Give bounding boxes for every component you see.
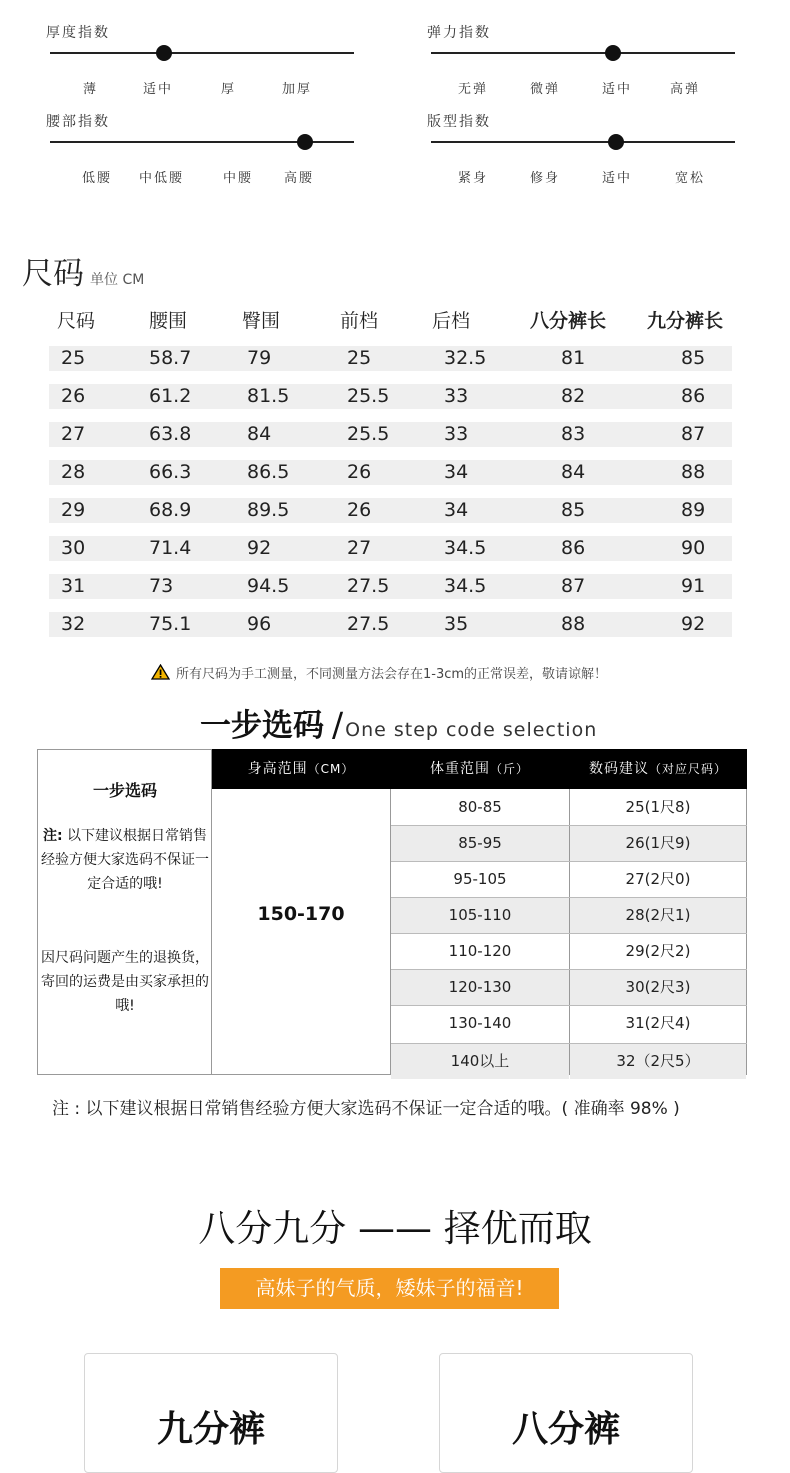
size-table-cell: 86 xyxy=(681,385,706,407)
step-title: 一步选码 xyxy=(200,708,324,744)
step-header-height xyxy=(212,749,390,789)
index-marker xyxy=(608,134,624,150)
card-nine-tenths xyxy=(84,1353,338,1473)
size-suggestion-cell: 30(2尺3) xyxy=(570,969,746,1005)
size-table-cell: 58.7 xyxy=(149,347,192,369)
size-table-cell: 87 xyxy=(681,423,706,445)
step-header-weight-label: 体重范围 xyxy=(429,761,490,777)
size-table-cell: 81 xyxy=(561,347,586,369)
index-label: 无弹 xyxy=(458,82,489,97)
step-section-title xyxy=(200,700,597,745)
index-title: 弹力指数 xyxy=(427,25,491,41)
size-suggestion-cell: 29(2尺2) xyxy=(625,942,691,960)
card-eight-tenths xyxy=(439,1353,693,1473)
index-label: 宽松 xyxy=(675,171,706,186)
size-table-cell: 88 xyxy=(561,613,586,635)
index-label: 中低腰 xyxy=(139,171,185,186)
size-table-cell: 68.9 xyxy=(149,499,192,521)
size-table-header: 臀围 xyxy=(242,310,281,332)
index-label: 厚 xyxy=(221,82,237,97)
size-table-cell: 71.4 xyxy=(149,537,192,559)
index-label: 低腰 xyxy=(82,171,113,186)
row-divider xyxy=(391,825,747,826)
size-table-cell: 85 xyxy=(561,499,586,521)
size-table-cell: 27.5 xyxy=(347,613,390,635)
size-table-header: 后档 xyxy=(432,310,471,332)
size-table-cell: 83 xyxy=(561,423,586,445)
step-note-return: 因尺码问题产生的退换货，寄回的运费是由买家承担的哦! xyxy=(41,950,209,1014)
size-section-title: 尺码 xyxy=(22,256,84,292)
weight-range-cell: 105-110 xyxy=(391,897,569,933)
row-divider xyxy=(391,969,747,970)
size-table-cell: 86 xyxy=(561,537,586,559)
warning-icon xyxy=(151,664,170,684)
size-table-cell: 26 xyxy=(61,385,86,407)
size-table-cell: 61.2 xyxy=(149,385,192,407)
index-label: 加厚 xyxy=(282,82,313,97)
weight-range-cell: 110-120 xyxy=(448,942,512,960)
size-table-cell: 25.5 xyxy=(347,385,390,407)
size-table-cell: 85 xyxy=(681,347,706,369)
size-table-cell: 79 xyxy=(247,347,272,369)
size-suggestion-cell: 31(2尺4) xyxy=(625,1014,691,1032)
index-label: 适中 xyxy=(602,82,633,97)
size-table-cell: 26 xyxy=(347,461,372,483)
size-table-header: 八分裤长 xyxy=(530,310,607,332)
weight-range-cell: 85-95 xyxy=(391,825,569,861)
size-table-cell: 91 xyxy=(681,575,706,597)
size-table-cell: 34.5 xyxy=(444,537,487,559)
size-table-cell: 92 xyxy=(247,537,272,559)
size-section-unit: 单位 CM xyxy=(90,272,145,288)
row-divider xyxy=(391,897,747,898)
step-header-size-label: 数码建议 xyxy=(588,761,649,777)
size-table-cell: 92 xyxy=(681,613,706,635)
size-table-cell: 81.5 xyxy=(247,385,290,407)
weight-range-cell: 80-85 xyxy=(458,798,502,816)
index-label: 适中 xyxy=(602,171,633,186)
size-table-cell: 89 xyxy=(681,499,706,521)
size-table-cell: 31 xyxy=(61,575,86,597)
size-table-cell: 33 xyxy=(444,423,469,445)
size-table-cell: 28 xyxy=(61,461,86,483)
row-divider xyxy=(391,861,747,862)
size-table-cell: 27 xyxy=(61,423,86,445)
index-label: 中腰 xyxy=(223,171,254,186)
size-table-cell: 32 xyxy=(61,613,86,635)
step-header-weight xyxy=(390,749,569,789)
size-table-cell: 73 xyxy=(149,575,174,597)
index-label: 高弹 xyxy=(670,82,701,97)
size-table-cell: 75.1 xyxy=(149,613,192,635)
promo-banner-text: 高妹子的气质，矮妹子的福音! xyxy=(255,1276,524,1300)
size-table-cell: 86.5 xyxy=(247,461,290,483)
size-suggestion-cell: 25(1尺8) xyxy=(625,798,691,816)
measurement-warning xyxy=(151,663,607,684)
row-divider xyxy=(391,1005,747,1006)
size-table-cell: 90 xyxy=(681,537,706,559)
index-label: 高腰 xyxy=(284,171,315,186)
step-header-height-unit: （CM） xyxy=(307,762,355,776)
step-header-size xyxy=(569,749,747,789)
index-fit xyxy=(427,111,757,191)
size-table-cell: 29 xyxy=(61,499,86,521)
index-elasticity xyxy=(427,22,757,102)
size-table-cell: 34 xyxy=(444,461,469,483)
step-note-label: 注: xyxy=(42,828,63,844)
size-table-cell: 27 xyxy=(347,537,372,559)
size-suggestion-cell: 32（2尺5） xyxy=(570,1043,746,1079)
weight-range-cell: 120-130 xyxy=(391,969,569,1005)
step-left-title: 一步选码 xyxy=(92,781,157,800)
size-table-header: 腰围 xyxy=(149,310,188,332)
promo-banner xyxy=(220,1268,559,1309)
step-header-height-label: 身高范围 xyxy=(247,761,308,777)
size-table-cell: 87 xyxy=(561,575,586,597)
size-table-cell: 25.5 xyxy=(347,423,390,445)
step-title-slash: / xyxy=(332,705,344,744)
size-table-cell: 84 xyxy=(247,423,272,445)
weight-range-cell: 140以上 xyxy=(391,1043,569,1079)
warning-text: 所有尺码为手工测量，不同测量方法会存在1-3cm的正常误差，敬请谅解！ xyxy=(176,667,608,682)
size-table-header: 前档 xyxy=(340,310,379,332)
size-table-cell: 33 xyxy=(444,385,469,407)
index-marker xyxy=(156,45,172,61)
length-compare-title: 八分九分 —— 择优而取 xyxy=(198,1207,592,1250)
index-scale-line xyxy=(431,52,735,54)
index-marker xyxy=(605,45,621,61)
height-range: 150-170 xyxy=(257,903,345,925)
size-table-cell: 84 xyxy=(561,461,586,483)
size-table-cell: 94.5 xyxy=(247,575,290,597)
card-title: 九分裤 xyxy=(156,1409,265,1450)
size-table-cell: 96 xyxy=(247,613,272,635)
step-subtitle: One step code selection xyxy=(345,719,598,741)
size-suggestion-cell: 28(2尺1) xyxy=(570,897,746,933)
size-table-cell: 26 xyxy=(347,499,372,521)
row-divider xyxy=(391,1043,747,1044)
index-label: 适中 xyxy=(143,82,174,97)
size-table-cell: 82 xyxy=(561,385,586,407)
index-scale-line xyxy=(50,52,354,54)
size-table-cell: 30 xyxy=(61,537,86,559)
index-title: 版型指数 xyxy=(427,114,491,130)
index-title: 厚度指数 xyxy=(46,25,110,41)
size-table-cell: 27.5 xyxy=(347,575,390,597)
size-table-cell: 89.5 xyxy=(247,499,290,521)
index-label: 微弹 xyxy=(530,82,561,97)
size-table-cell: 25 xyxy=(61,347,86,369)
index-thickness xyxy=(46,22,376,102)
step-note xyxy=(40,824,210,896)
size-suggestion-cell: 27(2尺0) xyxy=(625,870,691,888)
size-section-header xyxy=(22,248,144,293)
size-table-cell: 25 xyxy=(347,347,372,369)
index-waist xyxy=(46,111,376,191)
card-title: 八分裤 xyxy=(511,1409,620,1450)
size-table-header: 九分裤长 xyxy=(647,310,724,332)
index-label: 修身 xyxy=(530,171,561,186)
size-table-cell: 35 xyxy=(444,613,469,635)
step-header-size-unit: （对应尺码） xyxy=(648,762,727,776)
size-table-cell: 34 xyxy=(444,499,469,521)
index-scale-line xyxy=(431,141,735,143)
size-table-cell: 34.5 xyxy=(444,575,487,597)
size-table-cell: 32.5 xyxy=(444,347,487,369)
step-note-text: 以下建议根据日常销售经验方便大家选码不保证一定合适的哦! xyxy=(41,828,209,892)
accuracy-note: 注 : 以下建议根据日常销售经验方便大家选码不保证一定合适的哦。( 准确率 98% ) xyxy=(52,1099,680,1119)
step-header-weight-unit: （斤） xyxy=(489,762,529,776)
index-label: 薄 xyxy=(83,82,99,97)
weight-range-cell: 95-105 xyxy=(453,870,507,888)
index-title: 腰部指数 xyxy=(46,114,110,130)
weight-range-cell: 130-140 xyxy=(448,1014,512,1032)
size-table-cell: 63.8 xyxy=(149,423,192,445)
size-table-header: 尺码 xyxy=(57,310,96,332)
size-suggestion-cell: 26(1尺9) xyxy=(570,825,746,861)
index-label: 紧身 xyxy=(458,171,489,186)
row-divider xyxy=(391,933,747,934)
size-table-cell: 66.3 xyxy=(149,461,192,483)
index-marker xyxy=(297,134,313,150)
size-table-cell: 88 xyxy=(681,461,706,483)
